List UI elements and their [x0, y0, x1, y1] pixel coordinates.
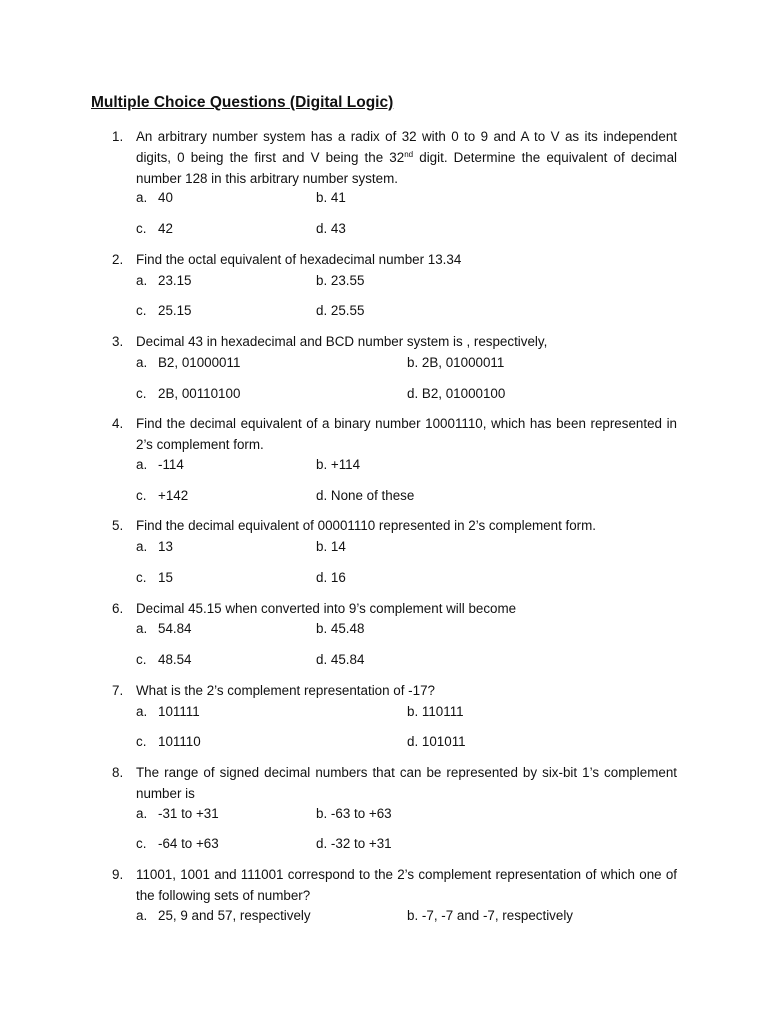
question-number: 7.	[112, 683, 124, 698]
question-text: Find the decimal equivalent of 00001110 represented in 2’s complement form.	[136, 518, 597, 533]
question-text: An arbitrary number system has a radix of 32 with 0 to 9 and A to V as its independent digits, 0 being the first and V being the 32nd digit. Determine the equivalent of decimal number 128 in this arbitrary number system.	[136, 129, 677, 186]
option-a: a. B2, 01000011	[136, 355, 241, 370]
option-c: c. 25.15	[136, 303, 192, 318]
question-number: 6.	[112, 601, 124, 616]
question-text: Find the decimal equivalent of a binary number 10001110, which has been represented in 2’s complement form.	[136, 416, 677, 452]
option-b: b. -7, -7 and -7, respectively	[407, 908, 573, 923]
question-text: The range of signed decimal numbers that can be represented by six-bit 1’s complement number is	[136, 765, 677, 801]
option-b: b. 23.55	[316, 273, 365, 288]
option-b: b. 2B, 01000011	[407, 355, 505, 370]
option-d: d. 25.55	[316, 303, 365, 318]
option-c: c. 42	[136, 221, 173, 236]
option-d: d. B2, 01000100	[407, 386, 506, 401]
question-text: Decimal 43 in hexadecimal and BCD number system is , respectively,	[136, 334, 548, 349]
question-number: 5.	[112, 518, 124, 533]
option-c: c. 15	[136, 570, 173, 585]
option-d: d. 101011	[407, 734, 466, 749]
option-b: b. 110111	[407, 704, 464, 719]
option-b: b. -63 to +63	[316, 806, 392, 821]
question-text: 11001, 1001 and 111001 correspond to the 2’s complement representation of which one of the following sets of number?	[136, 867, 677, 903]
question-number: 1.	[112, 129, 124, 144]
question-number: 8.	[112, 765, 124, 780]
question-number: 2.	[112, 252, 124, 267]
option-c: c. 48.54	[136, 652, 192, 667]
question-number: 3.	[112, 334, 124, 349]
option-b: b. +114	[316, 457, 361, 472]
option-d: d. 16	[316, 570, 346, 585]
page-title: Multiple Choice Questions (Digital Logic)	[91, 94, 394, 111]
option-a: a. 54.84	[136, 621, 192, 636]
option-a: a. 23.15	[136, 273, 192, 288]
option-c: c. -64 to +63	[136, 836, 219, 851]
option-d: d. None of these	[316, 488, 415, 503]
option-d: d. -32 to +31	[316, 836, 392, 851]
option-a: a. 25, 9 and 57, respectively	[136, 908, 311, 923]
option-a: a. 40	[136, 190, 173, 205]
option-c: c. 101110	[136, 734, 201, 749]
option-b: b. 41	[316, 190, 346, 205]
option-d: d. 43	[316, 221, 346, 236]
option-c: c. +142	[136, 488, 189, 503]
option-a: a. 101111	[136, 704, 200, 719]
option-c: c. 2B, 00110100	[136, 386, 241, 401]
question-number: 4.	[112, 416, 124, 431]
question-number: 9.	[112, 867, 124, 882]
option-a: a. -31 to +31	[136, 806, 219, 821]
option-a: a. 13	[136, 539, 173, 554]
superscript: nd	[404, 150, 414, 159]
question-text: Decimal 45.15 when converted into 9’s complement will become	[136, 601, 517, 616]
question-text: What is the 2’s complement representation of -17?	[136, 683, 435, 698]
option-a: a. -114	[136, 457, 184, 472]
option-b: b. 45.48	[316, 621, 365, 636]
option-d: d. 45.84	[316, 652, 365, 667]
question-text: Find the octal equivalent of hexadecimal number 13.34	[136, 252, 462, 267]
option-b: b. 14	[316, 539, 346, 554]
